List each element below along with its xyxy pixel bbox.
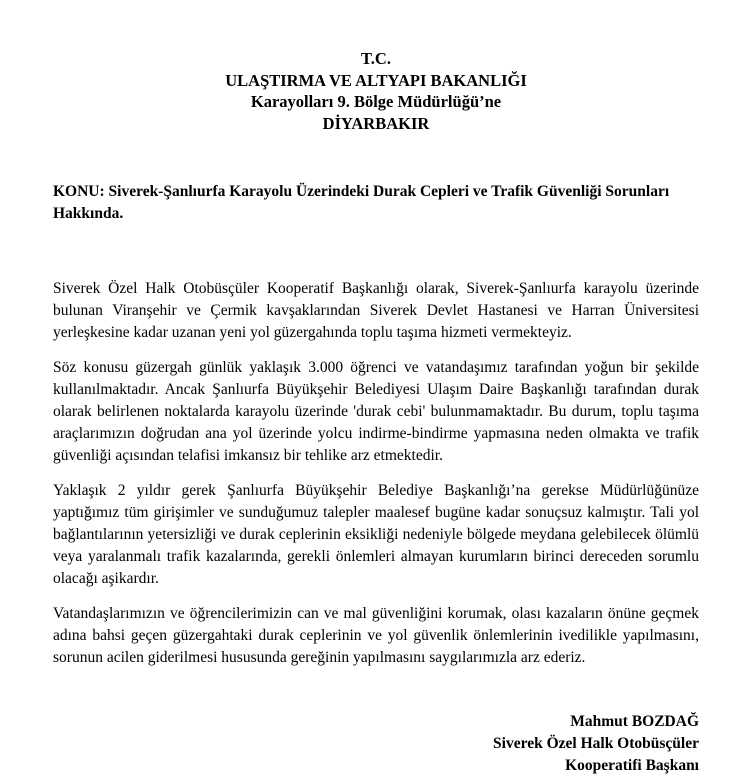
letter-header bbox=[53, 48, 699, 134]
signature-organization: Siverek Özel Halk Otobüsçüler bbox=[493, 735, 699, 752]
header-directorate-name: Karayolları 9. Bölge Müdürlüğü’ne bbox=[250, 92, 502, 111]
paragraph-2: Söz konusu güzergah günlük yaklaşık 3.000 öğrenci ve vatandaşımız tarafından yoğun bir şekilde kullanılmaktadır. Ancak Şanlıurfa Büyükşehir Belediyesi Ulaşım Daire Başkanlığı tarafından durak olarak belirlenen noktalarda karayolu üzerinde 'durak cebi' bulunmamaktadır. Bu durum, toplu taşıma araçlarımızın doğrudan ana yol üzerinde yolcu indirme-bindirme yapmasına neden olmakta ve trafik güvenliği açısından telafisi imkansız bir tehlike arz etmektedir. bbox=[53, 359, 699, 464]
paragraph-3: Yaklaşık 2 yıldır gerek Şanlıurfa Büyükşehir Belediye Başkanlığı’na gerekse Müdürlüğünüze yaptığımız tüm girişimler ve sunduğumuz talepler maalesef bugüne kadar sonuçsuz kalmıştır. Tali yol bağlantılarının yetersizliği ve durak ceplerinin eksikliği nedeniyle bölgede meydana gelebilecek ölümlü veya yaralanmalı trafik kazalarında, gerekli önlemleri almayan kurumların birinci dereceden sorumlu olacağı aşikardır. bbox=[53, 482, 699, 587]
signature-block bbox=[53, 711, 699, 777]
header-city-name: DİYARBAKIR bbox=[322, 113, 430, 133]
paragraph-1: Siverek Özel Halk Otobüsçüler Kooperatif Başkanlığı olarak, Siverek-Şanlıurfa karayolu üzerinde bulunan Viranşehir ve Çermik kavşaklarından Siverek Devlet Hastanesi ve Harran Üniversitesi yerleşkesine kadar uzanan yeni yol güzergahında toplu taşıma hizmeti vermekteyiz. bbox=[53, 280, 699, 341]
subject-line: KONU: Siverek-Şanlıurfa Karayolu Üzerindeki Durak Cepleri ve Trafik Güvenliği Sorunları Hakkında. bbox=[53, 183, 670, 222]
header-ministry-name: ULAŞTIRMA VE ALTYAPI BAKANLIĞI bbox=[225, 70, 527, 90]
paragraph-4: Vatandaşlarımızın ve öğrencilerimizin can ve mal güvenliğini korumak, olası kazaların önüne geçmek adına bahsi geçen güzergahtaki durak ceplerinin ve yol güvenlik önlemlerinin ivedilikle yapılmasını, sorunun acilen giderilmesi hususunda gereğinin yapılmasını saygılarımızla arz ederiz. bbox=[53, 605, 699, 666]
header-state-abbrev: T.C. bbox=[361, 49, 391, 68]
letter-body bbox=[53, 278, 699, 669]
signature-name: Mahmut BOZDAĞ bbox=[570, 713, 699, 730]
signature-title: Kooperatifi Başkanı bbox=[565, 757, 699, 774]
